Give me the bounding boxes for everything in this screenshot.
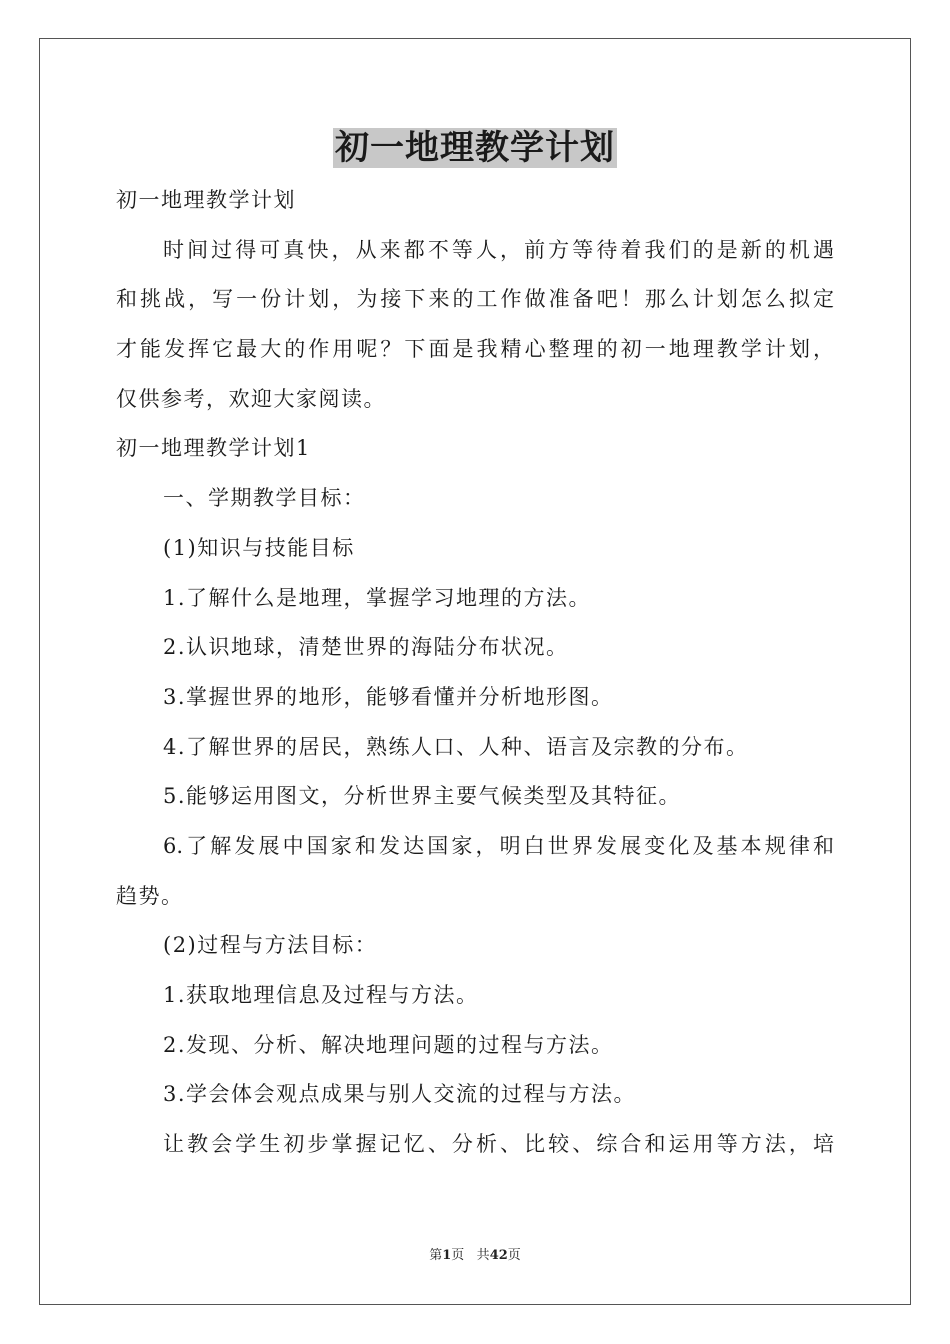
list-item: 5.能够运用图文，分析世界主要气候类型及其特征。	[163, 784, 682, 809]
total-prefix: 共	[476, 1248, 490, 1263]
subgoal-heading-process: (2)过程与方法目标：	[163, 933, 378, 958]
paragraph-line: 让教会学生初步掌握记忆、分析、比较、综合和运用等方法，培	[163, 1132, 834, 1157]
intro-line-4: 仅供参考，欢迎大家阅读。	[116, 386, 386, 411]
list-item: 2.发现、分析、解决地理问题的过程与方法。	[163, 1032, 614, 1057]
total-suffix: 页	[507, 1248, 521, 1263]
list-item: 4.了解世界的居民，熟练人口、人种、语言及宗教的分布。	[163, 734, 749, 759]
document-title-text: 初一地理教学计划	[335, 128, 615, 168]
total-pages: 42	[489, 1248, 508, 1263]
list-item: 3.学会体会观点成果与别人交流的过程与方法。	[163, 1082, 637, 1107]
intro-line-2: 和挑战，写一份计划，为接下来的工作做准备吧！那么计划怎么拟定	[116, 287, 834, 312]
list-item: 1.获取地理信息及过程与方法。	[163, 983, 479, 1007]
list-item: 3.掌握世界的地形，能够看懂并分析地形图。	[163, 684, 614, 709]
document-body	[116, 176, 834, 1170]
subgoal-heading-knowledge: (1)知识与技能目标	[163, 535, 355, 560]
page-prefix: 第	[429, 1248, 443, 1263]
list-item: 2.认识地球，清楚世界的海陆分布状况。	[163, 635, 569, 660]
list-item: 6.了解发展中国家和发达国家，明白世界发展变化及基本规律和	[163, 833, 834, 858]
list-item: 1.了解什么是地理，掌握学习地理的方法。	[163, 585, 592, 610]
subtitle-line: 初一地理教学计划	[116, 188, 296, 212]
goal-heading: 一、学期教学目标：	[163, 486, 366, 511]
intro-line-1: 时间过得可真快，从来都不等人，前方等待着我们的是新的机遇	[163, 237, 834, 262]
page-number: 1	[442, 1248, 452, 1263]
section-heading: 初一地理教学计划1	[116, 436, 311, 461]
intro-line-3: 才能发挥它最大的作用呢？下面是我精心整理的初一地理教学计划，	[116, 337, 834, 362]
page-footer	[0, 1246, 950, 1266]
list-item-continuation: 趋势。	[116, 883, 184, 908]
page-suffix: 页	[451, 1248, 465, 1263]
document-title	[0, 124, 950, 172]
